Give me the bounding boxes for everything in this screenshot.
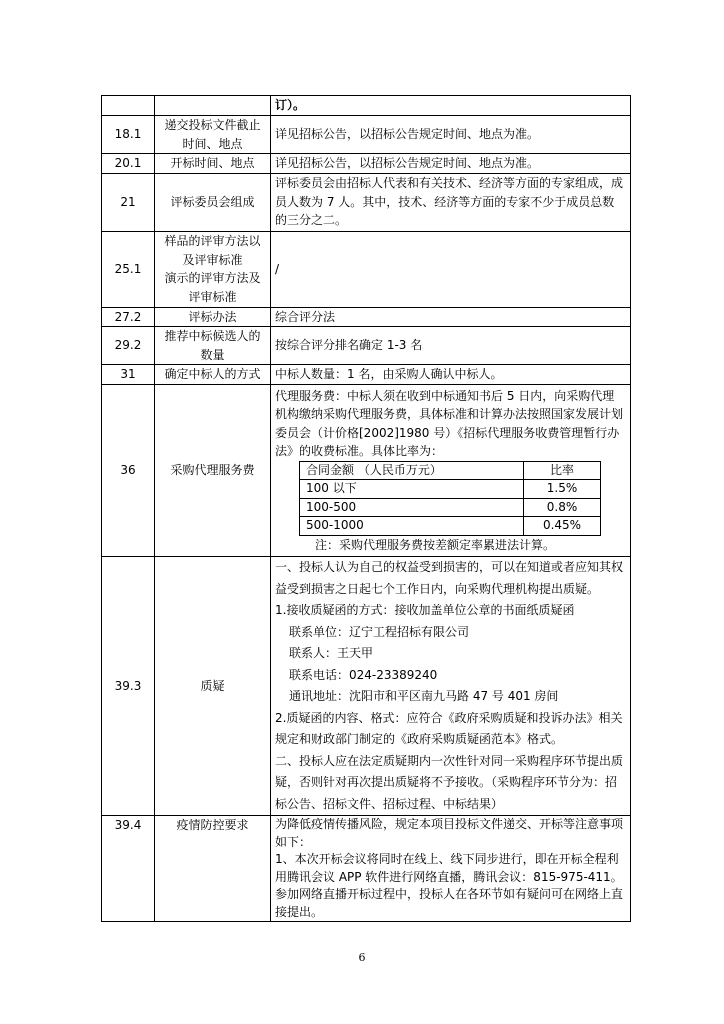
table-row	[102, 116, 631, 154]
row-number: 29.2	[102, 327, 155, 365]
row-content: 详见招标公告，以招标公告规定时间、地点为准。	[271, 116, 631, 154]
table-row	[102, 231, 631, 307]
row-content	[271, 384, 631, 557]
row-content: 中标人数量：1 名，由采购人确认中标人。	[271, 365, 631, 385]
row-item	[155, 96, 271, 116]
epidemic-paragraph: 1、本次开标会议将同时在线上、线下同步进行，即在开标全程利用腾讯会议 APP 软件进行网络直播，腾讯会议：815-975-411。参加网络直播开标过程中，投标人在各环节如有疑问可在网络上直接提出。	[275, 852, 624, 919]
table-row	[102, 96, 631, 116]
fee-header-amount: 合同金额 （人民币万元）	[300, 461, 524, 480]
row-number: 39.4	[102, 816, 155, 922]
fee-table-row	[300, 517, 601, 536]
row-number: 39.3	[102, 557, 155, 816]
table-row	[102, 816, 631, 922]
table-row	[102, 557, 631, 816]
row-item: 开标时间、地点	[155, 154, 271, 174]
row-content: 详见招标公告，以招标公告规定时间、地点为准。	[271, 154, 631, 174]
row-item-line: 样品的评审方法以及评审标准	[164, 234, 261, 267]
row-number: 25.1	[102, 231, 155, 307]
contact-phone: 联系电话：024-23389240	[289, 667, 438, 682]
row-item: 评标办法	[155, 307, 271, 327]
row-content: 订）。	[271, 96, 631, 116]
table-row	[102, 307, 631, 327]
row-content: /	[271, 231, 631, 307]
row-content: 评标委员会由招标人代表和有关技术、经济等方面的专家组成，成员人数为 7 人。其中，技术、经济等方面的专家不少于成员总数的三分之二。	[271, 173, 631, 231]
row-content	[271, 816, 631, 922]
fee-rate: 0.8%	[524, 498, 601, 517]
row-content: 按综合评分排名确定 1-3 名	[271, 327, 631, 365]
contact-unit: 联系单位：辽宁工程招标有限公司	[289, 624, 470, 639]
row-item-line: 演示的评审方法及评审标准	[164, 271, 261, 304]
table-row	[102, 365, 631, 385]
row-number: 36	[102, 384, 155, 557]
fee-table-header	[300, 461, 601, 480]
query-paragraph: 一、投标人认为自己的权益受到损害的，可以在知道或者应知其权益受到损害之日起七个工作日内，向采购代理机构提出质疑。	[275, 560, 624, 596]
row-item: 推荐中标候选人的数量	[155, 327, 271, 365]
row-item: 评标委员会组成	[155, 173, 271, 231]
contact-person: 联系人：王天甲	[289, 646, 374, 660]
table-row	[102, 154, 631, 174]
row-item: 疫情防控要求	[155, 816, 271, 922]
query-paragraph: 二、投标人应在法定质疑期内一次性针对同一采购程序环节提出质疑，否则针对再次提出质疑将不予接收。（采购程序环节分为：招标公告、招标文件、招标过程、中标结果）	[275, 753, 624, 811]
fee-note: 注：采购代理服务费按差额定率累进法计算。	[315, 537, 556, 552]
epidemic-paragraph: 为降低疫情传播风险，规定本项目投标文件递交、开标等注意事项如下：	[275, 817, 624, 849]
fee-rate-table	[299, 461, 601, 536]
row-number: 21	[102, 173, 155, 231]
row-item: 质疑	[155, 557, 271, 816]
fee-intro: 代理服务费：中标人须在收到中标通知书后 5 日内，向采购代理机构缴纳采购代理服务费，具体标准和计算办法按照国家发展计划委员会（计价格[2002]1980 号）《招标代理服务收费管理暂行办法》的收费标准。具体比率为：	[275, 388, 624, 458]
fee-header-rate: 比率	[524, 461, 601, 480]
row-number: 18.1	[102, 116, 155, 154]
fee-rate: 0.45%	[524, 517, 601, 536]
fee-table-row	[300, 480, 601, 499]
contact-address: 通讯地址：沈阳市和平区南九马路 47 号 401 房间	[289, 689, 559, 703]
row-content: 综合评分法	[271, 307, 631, 327]
query-paragraph: 1.接收质疑函的方式：接收加盖单位公章的书面纸质疑函	[275, 603, 575, 617]
row-number	[102, 96, 155, 116]
query-paragraph: 2.质疑函的内容、格式：应符合《政府采购质疑和投诉办法》相关规定和财政部门制定的《政府采购质疑函范本》格式。	[275, 710, 623, 746]
bid-info-table	[101, 95, 631, 922]
row-item	[155, 231, 271, 307]
fee-amount: 500-1000	[300, 517, 524, 536]
row-number: 31	[102, 365, 155, 385]
row-item: 采购代理服务费	[155, 384, 271, 557]
fee-amount: 100 以下	[300, 480, 524, 499]
row-content	[271, 557, 631, 816]
row-item: 确定中标人的方式	[155, 365, 271, 385]
table-row	[102, 384, 631, 557]
row-number: 20.1	[102, 154, 155, 174]
fee-table-row	[300, 498, 601, 517]
table-row	[102, 173, 631, 231]
table-row	[102, 327, 631, 365]
row-item: 递交投标文件截止时间、地点	[155, 116, 271, 154]
fee-rate: 1.5%	[524, 480, 601, 499]
page-number: 6	[358, 951, 366, 964]
fee-amount: 100-500	[300, 498, 524, 517]
row-number: 27.2	[102, 307, 155, 327]
